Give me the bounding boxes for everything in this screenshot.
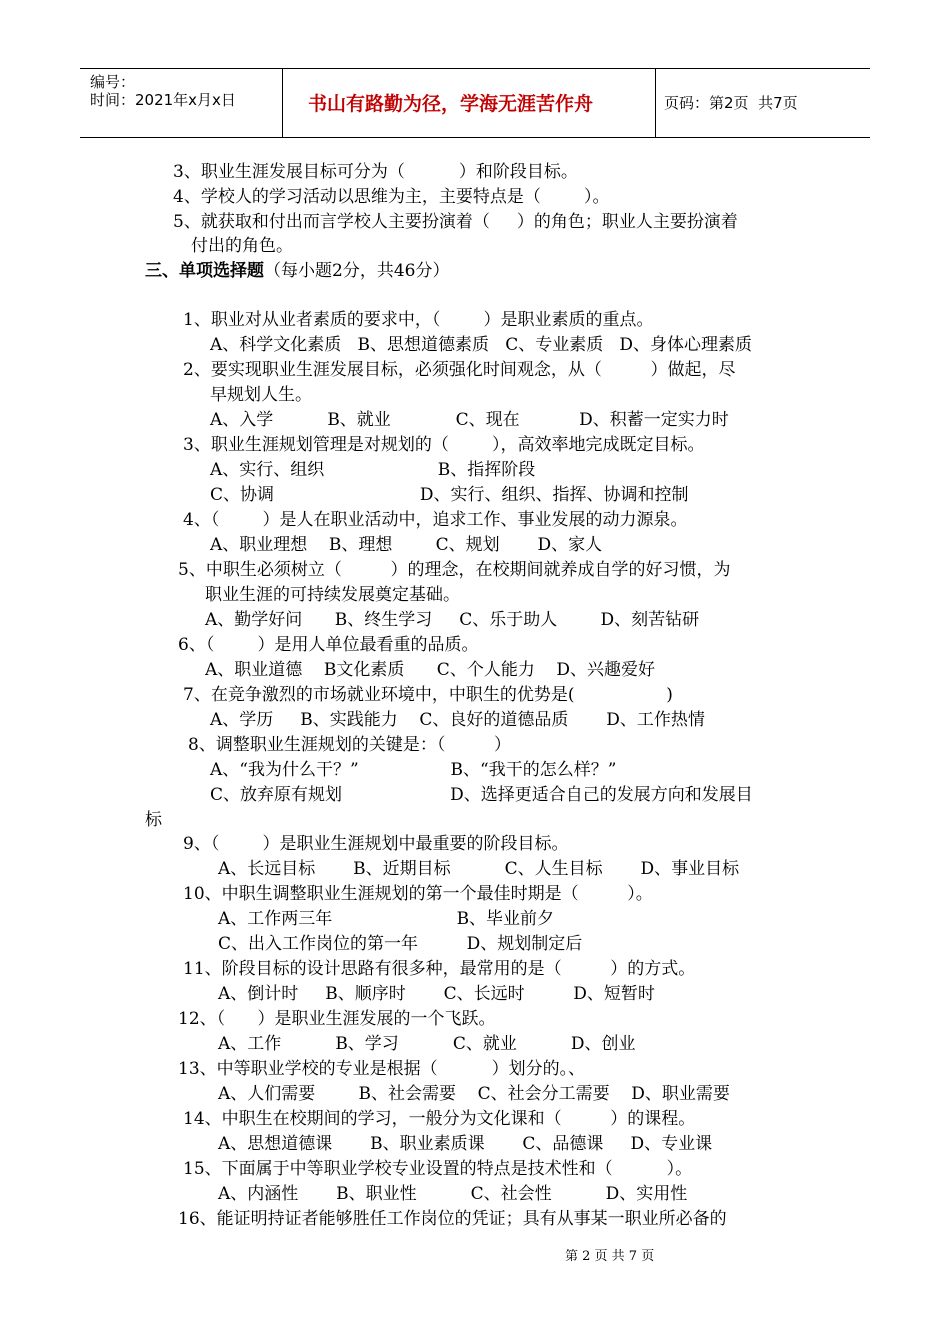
section-heading — [145, 263, 449, 280]
question-line: 4、（ ）是人在职业活动中，追求工作、事业发展的动力源泉。 — [183, 510, 688, 530]
question-line: 10、中职生调整职业生涯规划的第一个最佳时期是（ ）。 — [183, 884, 653, 904]
doc-code-label: 编号： — [90, 73, 136, 91]
option-line: A、职业理想 B、理想 C、规划 D、家人 — [210, 535, 603, 555]
question-line: 12、（ ）是职业生涯发展的一个飞跃。 — [178, 1009, 496, 1029]
option-line: A、倒计时 B、顺序时 C、长远时 D、短暂时 — [218, 984, 655, 1004]
option-line: A、长远目标 B、近期目标 C、人生目标 D、事业目标 — [218, 859, 740, 879]
question-line: 5、中职生必须树立（ ）的理念，在校期间就养成自学的好习惯，为 — [178, 560, 731, 580]
fill-blank-5: 5、就获取和付出而言学校人主要扮演着（ ）的角色；职业人主要扮演着 — [173, 212, 738, 232]
option-line: C、出入工作岗位的第一年 D、规划制定后 — [218, 934, 583, 954]
option-line: A、职业道德 B文化素质 C、个人能力 D、兴趣爱好 — [205, 660, 656, 680]
fill-blank-4: 4、学校人的学习活动以思维为主，主要特点是（ ）。 — [173, 187, 610, 207]
fill-blank-5-cont: 付出的角色。 — [191, 236, 293, 256]
option-line: A、工作 B、学习 C、就业 D、创业 — [218, 1034, 636, 1054]
option-line: A、勤学好问 B、终生学习 C、乐于助人 D、刻苦钻研 — [205, 610, 700, 630]
question-line: 1、职业对从业者素质的要求中，（ ）是职业素质的重点。 — [183, 310, 654, 330]
option-line: A、科学文化素质 B、思想道德素质 C、专业素质 D、身体心理素质 — [210, 335, 753, 355]
option-line: A、实行、组织 B、指挥阶段 — [210, 460, 536, 480]
section-title: 三、单项选择题 — [145, 261, 264, 281]
header-motto: 书山有路勤为径，学海无涯苦作舟 — [308, 93, 594, 115]
page-header — [80, 68, 870, 138]
option-line: A、入学 B、就业 C、现在 D、积蓄一定实力时 — [210, 410, 729, 430]
question-line: 13、中等职业学校的专业是根据（ ）划分的。、 — [178, 1059, 586, 1079]
option-line: A、思想道德课 B、职业素质课 C、品德课 D、专业课 — [218, 1134, 713, 1154]
option-line: A、“我为什么干？” B、“我干的怎么样？” — [210, 760, 617, 780]
doc-date-label: 时间：2021年x月x日 — [90, 91, 236, 109]
question-line: 8、调整职业生涯规划的关键是：（ ） — [188, 735, 511, 755]
option-line: A、工作两三年 B、毕业前夕 — [218, 909, 555, 929]
header-page-info: 页码：第2页 共7页 — [664, 94, 798, 112]
question-line: 9、（ ）是职业生涯规划中最重要的阶段目标。 — [183, 834, 569, 854]
question-line: 7、在竞争激烈的市场就业环境中，中职生的优势是( ) — [183, 685, 673, 705]
question-line: 15、下面属于中等职业学校专业设置的特点是技术性和（ ）。 — [183, 1159, 693, 1179]
option-line-cont: 标 — [145, 810, 162, 830]
question-line: 14、中职生在校期间的学习，一般分为文化课和（ ）的课程。 — [183, 1109, 696, 1129]
option-line: C、协调 D、实行、组织、指挥、协调和控制 — [210, 485, 689, 505]
option-line: C、放弃原有规划 D、选择更适合自己的发展方向和发展目 — [210, 785, 753, 805]
question-line: 早规划人生。 — [210, 385, 312, 405]
question-line: 16、能证明持证者能够胜任工作岗位的凭证；具有从事某一职业所必备的 — [178, 1209, 727, 1229]
question-line: 2、要实现职业生涯发展目标，必须强化时间观念，从（ ）做起，尽 — [183, 360, 736, 380]
option-line: A、学历 B、实践能力 C、良好的道德品质 D、工作热情 — [210, 710, 705, 730]
question-line: 6、（ ）是用人单位最看重的品质。 — [178, 635, 479, 655]
option-line: A、内涵性 B、职业性 C、社会性 D、实用性 — [218, 1184, 688, 1204]
page-footer: 第 2 页 共 7 页 — [565, 1249, 655, 1264]
question-line: 11、阶段目标的设计思路有很多种，最常用的是（ ）的方式。 — [183, 959, 696, 979]
option-line: A、人们需要 B、社会需要 C、社会分工需要 D、职业需要 — [218, 1084, 730, 1104]
question-line: 职业生涯的可持续发展奠定基础。 — [205, 585, 460, 605]
section-note: （每小题2分，共46分） — [264, 261, 450, 281]
fill-blank-3: 3、职业生涯发展目标可分为（ ）和阶段目标。 — [173, 162, 578, 182]
question-line: 3、职业生涯规划管理是对规划的（ ），高效率地完成既定目标。 — [183, 435, 705, 455]
